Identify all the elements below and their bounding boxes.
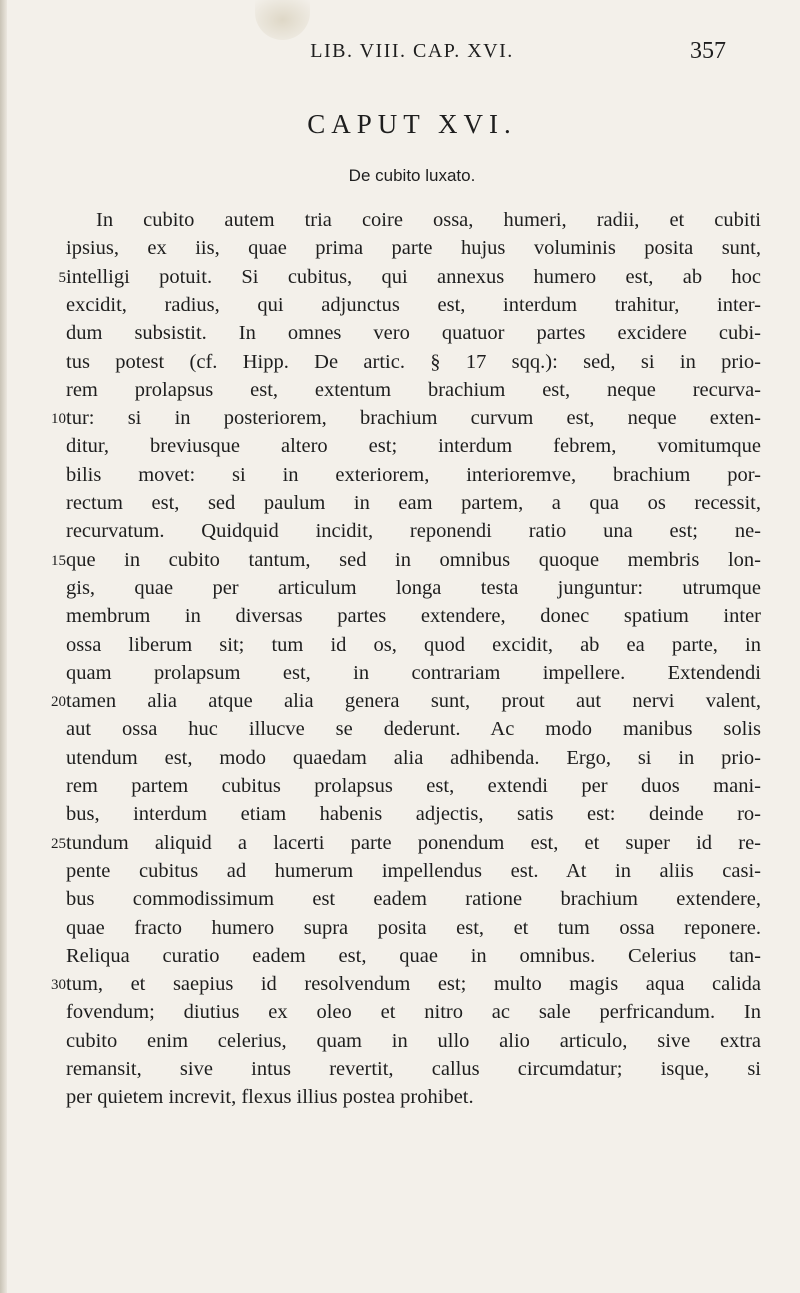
running-head [0, 38, 800, 78]
line-number: 25 [51, 835, 66, 852]
chapter-subtitle: De cubito luxato. [348, 166, 476, 185]
text-line: tundum aliquid a lacerti parte ponendum est, et super id re- [66, 831, 761, 854]
line-number: 5 [58, 269, 66, 286]
text-line: Reliqua curatio eadem est, quae in omnibus. Celerius tan- [66, 944, 761, 967]
text-line: bilis movet: si in exteriorem, interioremve, brachium por- [66, 463, 761, 486]
text-line: per quietem increvit, flexus illius postea prohibet. [66, 1086, 474, 1109]
text-line: tum, et saepius id resolvendum est; multo magis aqua calida [66, 973, 761, 996]
text-line: cubito enim celerius, quam in ullo alio articulo, sive extra [66, 1029, 761, 1052]
text-line: membrum in diversas partes extendere, donec spatium inter [66, 605, 761, 628]
running-head-title: LIB. VIII. CAP. XVI. [310, 40, 514, 62]
text-line: intelligi potuit. Si cubitus, qui annexus humero est, ab hoc [66, 265, 761, 288]
text-line: rem prolapsus est, extentum brachium est, neque recurva- [66, 378, 761, 401]
page-stain [255, 0, 310, 40]
text-line: pente cubitus ad humerum impellendus est. At in aliis casi- [66, 859, 761, 882]
text-line: remansit, sive intus revertit, callus circumdatur; isque, si [66, 1058, 761, 1080]
text-line: rectum est, sed paulum in eam partem, a qua os recessit, [66, 492, 761, 514]
page-edge [0, 0, 7, 1293]
text-line: rem partem cubitus prolapsus est, extendi per duos mani- [66, 775, 761, 797]
text-line: aut ossa huc illucve se dederunt. Ac modo manibus solis [66, 718, 761, 741]
line-number: 10 [51, 411, 66, 428]
line-number: 30 [51, 977, 66, 994]
text-line: dum subsistit. In omnes vero quatuor partes excidere cubi- [66, 322, 761, 345]
line-number: 20 [51, 694, 66, 711]
text-line: tur: si in posteriorem, brachium curvum est, neque exten- [66, 407, 761, 430]
text-line: ditur, breviusque altero est; interdum febrem, vomitumque [66, 435, 761, 458]
text-line: tamen alia atque alia genera sunt, prout aut nervi valent, [66, 690, 761, 713]
page-number: 357 [690, 38, 726, 64]
text-line: quam prolapsum est, in contrariam impellere. Extendendi [66, 661, 761, 684]
text-line: gis, quae per articulum longa testa junguntur: utrumque [66, 576, 761, 599]
text-line: bus, interdum etiam habenis adjectis, satis est: deinde ro- [66, 803, 761, 826]
text-line: utendum est, modo quaedam alia adhibenda. Ergo, si in prio- [66, 746, 761, 769]
text-line: recurvatum. Quidquid incidit, reponendi ratio una est; ne- [66, 520, 761, 543]
text-line: tus potest (cf. Hipp. De artic. § 17 sqq.): sed, si in prio- [66, 350, 761, 373]
text-line: fovendum; diutius ex oleo et nitro ac sale perfricandum. In [66, 1001, 761, 1024]
line-number: 15 [51, 552, 66, 569]
text-line: quae fracto humero supra posita est, et tum ossa reponere. [66, 916, 761, 939]
text-line: excidit, radius, qui adjunctus est, interdum trahitur, inter- [66, 293, 761, 316]
text-line: ossa liberum sit; tum id os, quod excidit, ab ea parte, in [66, 633, 761, 656]
text-line: ipsius, ex iis, quae prima parte hujus voluminis posita sunt, [66, 237, 761, 260]
text-line: In cubito autem tria coire ossa, humeri, radii, et cubiti [96, 209, 761, 231]
chapter-title: CAPUT XVI. [307, 109, 517, 139]
text-line: que in cubito tantum, sed in omnibus quoque membris lon- [66, 548, 761, 571]
text-line: bus commodissimum est eadem ratione brachium extendere, [66, 888, 761, 911]
